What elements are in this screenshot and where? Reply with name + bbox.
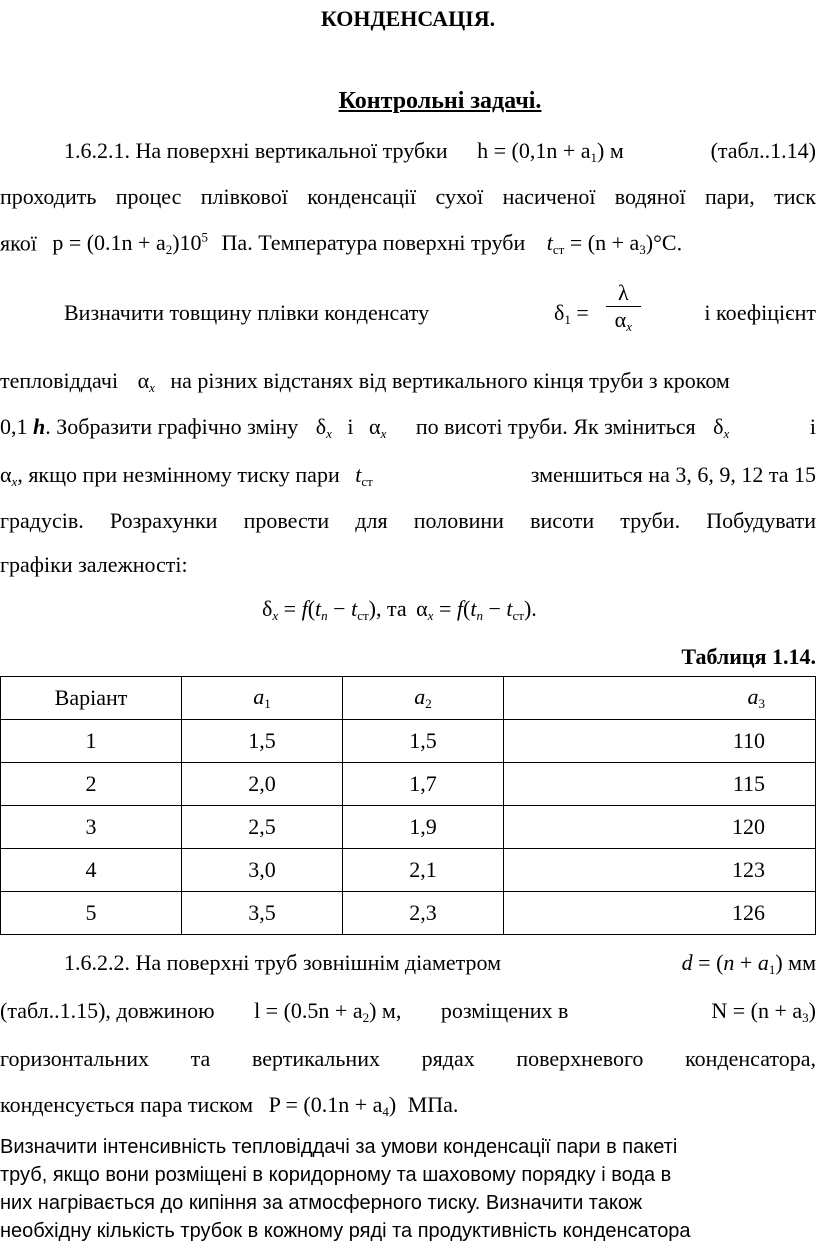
- table-header-row: [1, 677, 816, 720]
- table-cell: 2,5: [182, 806, 343, 849]
- table-cell: 5: [1, 892, 182, 935]
- pressure-formula: $p = (0.1n + a_2)10^5$: [52, 230, 209, 258]
- problem1-text: 1.6.2.1. На поверхні вертикальної трубки: [64, 138, 448, 163]
- table-header-cell: Варіант: [1, 677, 182, 720]
- table-header-cell: $a_3$: [503, 677, 815, 720]
- table-row: [1, 720, 816, 763]
- problem2-task-line4: необхідну кількість трубок в кожному ряді та продуктивність конденсатора: [0, 1220, 691, 1242]
- problem2-line3: горизонтальних та вертикальних рядах поверхневого конденсатора,: [0, 1046, 816, 1071]
- problem1-task-line1: Визначити товщину плівки конденсату $\delta_1$ = $\frac{\lambda}{\alpha_x}$ і коефіцієнт: [64, 280, 816, 334]
- height-formula: $h = (0,1n + a_1)$ м: [477, 138, 624, 165]
- table-row: [1, 892, 816, 935]
- table-cell: 1: [1, 720, 182, 763]
- pressure-formula-2: $P = (0.1n + a_4)$: [268, 1092, 397, 1119]
- table-cell: 1,9: [342, 806, 503, 849]
- table-header-cell: $a_1$: [182, 677, 343, 720]
- table-caption: Таблиця 1.14.: [681, 644, 816, 669]
- problem2-line4: конденсується пара тиском $P = (0.1n + a_4)$ МПа.: [0, 1092, 459, 1119]
- table-row: [1, 763, 816, 806]
- table-cell: 1,5: [182, 720, 343, 763]
- section-subtitle: Контрольні задачі.: [338, 88, 542, 114]
- table-row: [1, 849, 816, 892]
- film-thickness-formula: $\delta_1$ =: [554, 300, 589, 327]
- problem1-line2: проходить процес плівкової конденсації сухої насиченої водяної пари, тиск: [0, 184, 816, 209]
- problem2-task-line2: труб, якщо вони розміщені в коридорному та шаховому порядку і вода в: [0, 1164, 672, 1186]
- problem1-task-line5: градусів. Розрахунки провести для половини висоти труби. Побудувати: [0, 508, 816, 533]
- table-cell: 110: [503, 720, 815, 763]
- table-cell: 3,0: [182, 849, 343, 892]
- table-cell: 3,5: [182, 892, 343, 935]
- length-formula: $l = (0.5n + a_2)$ м,: [254, 998, 402, 1025]
- table-cell: 126: [503, 892, 815, 935]
- problem1-line3: якої $p = (0.1n + a_2)10^5$ Па. Температура поверхні труби $t_{ст} = (n + a_3)^\circ C$.: [0, 230, 683, 258]
- table-cell: 3: [1, 806, 182, 849]
- problem1-task-line3: 0,1 h. Зобразити графічно зміну $\delta_x$ і $\alpha_x$ по висоті труби. Як зміниться $\delta_x$ і: [0, 414, 816, 441]
- table-cell: 2,1: [342, 849, 503, 892]
- variants-table: [0, 676, 816, 935]
- table-cell: 1,7: [342, 763, 503, 806]
- temperature-formula: $t_{ст} = (n + a_3)^\circ C$: [546, 230, 677, 258]
- problem1-task-line6: графіки залежності:: [0, 552, 188, 577]
- lambda-over-alpha-fraction: $\frac{\lambda}{\alpha_x}$: [606, 280, 641, 335]
- table-cell: 123: [503, 849, 815, 892]
- table-cell: 115: [503, 763, 815, 806]
- problem1-line1: [64, 138, 816, 166]
- table-cell: 1,5: [342, 720, 503, 763]
- problem1-task-line4: $\alpha_x$, якщо при незмінному тиску пари $t_{ст}$ зменшиться на 3, 6, 9, 12 та 15: [0, 462, 816, 489]
- problem2-line1: 1.6.2.2. На поверхні труб зовнішнім діаметром $d = (n + a_1)$ мм: [64, 950, 816, 977]
- problem2-task-line3: них нагрівається до кипіння за атмосферного тиску. Визначити також: [0, 1192, 643, 1214]
- table-cell: 120: [503, 806, 815, 849]
- problem2-task-line1: Визначити інтенсивність тепловіддачі за умови конденсації пари в пакеті: [0, 1136, 678, 1158]
- table-cell: 4: [1, 849, 182, 892]
- diameter-formula: $d = (n + a_1)$ мм: [681, 950, 816, 977]
- problem2-line2: (табл..1.15), довжиною $l = (0.5n + a_2)$ м, розміщених в $N = (n + a_3)$: [0, 998, 816, 1025]
- table-cell: 2,3: [342, 892, 503, 935]
- document-title: КОНДЕНСАЦІЯ.: [320, 6, 496, 31]
- table-cell: 2: [1, 763, 182, 806]
- rows-count-formula: $N = (n + a_3)$: [711, 998, 816, 1025]
- table-reference: (табл..1.14): [710, 138, 816, 163]
- table-header-cell: $a_2$: [342, 677, 503, 720]
- table-cell: 2,0: [182, 763, 343, 806]
- dependency-formulas: $\delta_x = f(t_n - t_{ст})$, та $\alpha_x = f(t_n - t_{ст})$.: [262, 596, 537, 623]
- table-row: [1, 806, 816, 849]
- problem1-task-line2: тепловіддачі $\alpha_x$ на різних відстанях від вертикального кінця труби з кроком: [0, 368, 730, 395]
